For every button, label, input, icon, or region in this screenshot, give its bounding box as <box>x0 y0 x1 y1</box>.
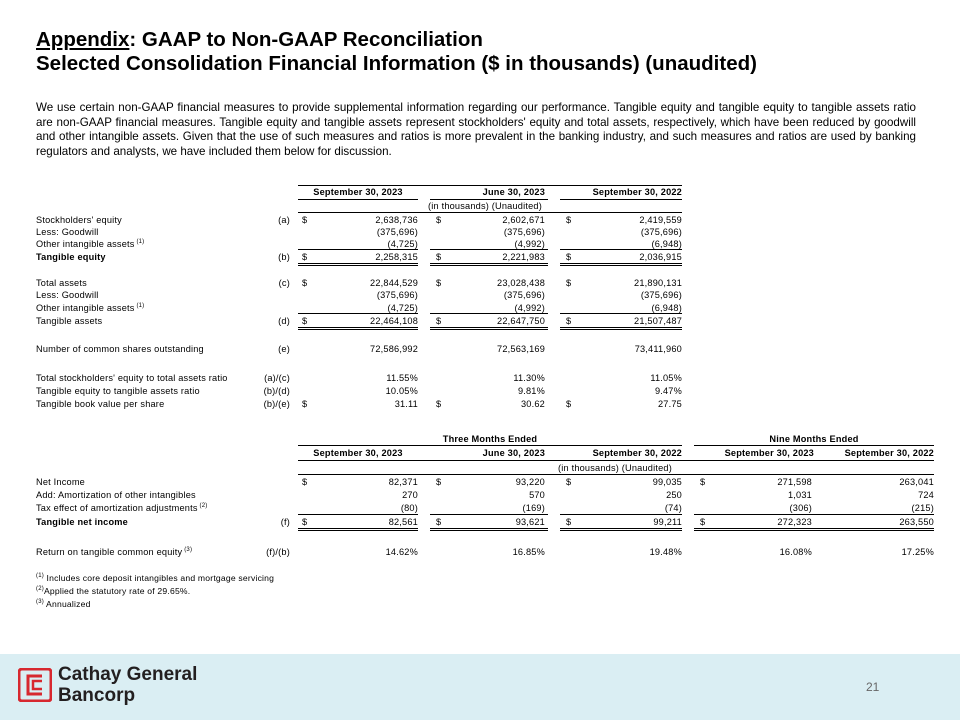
t1-cell: (375,696) <box>503 227 545 237</box>
t1-cell: 21,890,131 <box>634 278 682 288</box>
t2-group-three-months: Three Months Ended <box>442 434 538 444</box>
t2-cell: 82,561 <box>388 517 418 527</box>
t2-cell: (306) <box>789 503 812 513</box>
t1-dollar: $ <box>302 252 308 262</box>
t1-row-ref: (d) <box>278 316 290 326</box>
t1-cell: 27.75 <box>658 399 682 409</box>
t2-dollar: $ <box>302 517 308 527</box>
t2-group-nine-months: Nine Months Ended <box>769 434 859 444</box>
title-appendix: Appendix <box>36 28 130 51</box>
t1-row-label: Less: Goodwill <box>36 290 99 300</box>
t1-header-col3: September 30, 2022 <box>592 187 682 197</box>
t1-row-label: Tangible book value per share <box>36 399 165 409</box>
t1-cell: (6,948) <box>651 303 682 313</box>
t1-cell: (4,725) <box>387 239 418 249</box>
title-line2: Selected Consolidation Financial Information ($ in thousands) (unaudited) <box>36 52 757 75</box>
t2-cell: (169) <box>522 503 545 513</box>
t1-row-label: Stockholders' equity <box>36 215 122 225</box>
t1-cell: 2,419,559 <box>639 215 682 225</box>
t1-row-label: Total assets <box>36 278 87 288</box>
t1-dollar: $ <box>436 316 442 326</box>
t1-row-label: Number of common shares outstanding <box>36 344 204 354</box>
t1-header-col2: June 30, 2023 <box>482 187 545 197</box>
t2-dollar: $ <box>700 477 706 487</box>
t1-row-ref: (b)/(e) <box>263 399 290 409</box>
brand-name: Cathay General Bancorp <box>58 664 198 706</box>
t1-row-ref: (c) <box>278 278 290 288</box>
t2-cell: 99,211 <box>653 517 682 527</box>
t1-dollar: $ <box>566 278 572 288</box>
t1-dollar: $ <box>302 316 308 326</box>
t1-cell: 30.62 <box>521 399 545 409</box>
footnote-3: $^{(3)}$ Annualized <box>36 599 91 609</box>
t2-row-label: Tangible net income <box>36 517 128 527</box>
t1-cell: 2,258,315 <box>375 252 418 262</box>
t2-dollar: $ <box>700 517 706 527</box>
t2-header-col1: September 30, 2023 <box>313 448 403 458</box>
t1-cell: (6,948) <box>651 239 682 249</box>
page-number: 21 <box>866 680 880 694</box>
t1-row-ref: (b) <box>278 252 290 262</box>
title-line1: : GAAP to Non-GAAP Reconciliation <box>129 28 483 51</box>
t2-cell: 263,041 <box>899 477 934 487</box>
t2-cell: 14.62% <box>385 547 418 557</box>
t2-header-col2: June 30, 2023 <box>482 448 545 458</box>
t2-dollar: $ <box>302 477 308 487</box>
t1-cell: 9.81% <box>517 386 545 396</box>
t2-cell: (74) <box>664 503 682 513</box>
t1-row-ref: (a)/(c) <box>264 373 290 383</box>
t1-row-ref: (b)/(d) <box>263 386 290 396</box>
t1-dollar: $ <box>566 316 572 326</box>
t1-cell: 2,638,736 <box>375 215 418 225</box>
t1-dollar: $ <box>302 278 308 288</box>
t1-header-col1: September 30, 2023 <box>313 187 403 197</box>
t1-row-label: Less: Goodwill <box>36 227 99 237</box>
t1-subheader: (in thousands) (Unaudited) <box>428 201 542 211</box>
t1-dollar: $ <box>436 399 442 409</box>
t1-cell: 73,411,960 <box>634 344 682 354</box>
t1-row-label: Other intangible assets $^{(1)}$ <box>36 302 145 313</box>
t2-cell: 99,035 <box>652 477 682 487</box>
t1-dollar: $ <box>302 399 308 409</box>
t2-dollar: $ <box>566 477 572 487</box>
t2-dollar: $ <box>566 517 572 527</box>
t2-cell: 271,598 <box>777 477 812 487</box>
t2-cell: 93,220 <box>515 477 545 487</box>
t1-cell: 22,647,750 <box>497 316 545 326</box>
t2-row-label: Return on tangible common equity $^{(3)}$ <box>36 546 193 557</box>
t2-cell: 19.48% <box>649 547 682 557</box>
t2-cell: 1,031 <box>788 490 812 500</box>
t1-dollar: $ <box>566 399 572 409</box>
t1-cell: 22,464,108 <box>370 316 418 326</box>
t1-cell: (375,696) <box>376 290 418 300</box>
t1-cell: (4,992) <box>514 239 545 249</box>
t1-cell: 22,844,529 <box>370 278 418 288</box>
t2-cell: 263,550 <box>899 517 934 527</box>
t2-row-ref: (f)/(b) <box>266 547 290 557</box>
t1-cell: 72,586,992 <box>370 344 418 354</box>
t1-dollar: $ <box>436 252 442 262</box>
t1-cell: (375,696) <box>503 290 545 300</box>
t1-cell: (4,992) <box>514 303 545 313</box>
footnote-1: $^{(1)}$ Includes core deposit intangibles and mortgage servicing <box>36 573 275 583</box>
t2-cell: (215) <box>911 503 934 513</box>
t1-row-label: Tangible equity <box>36 252 106 262</box>
t2-cell: 270 <box>402 490 418 500</box>
t1-cell: 10.05% <box>385 386 418 396</box>
t2-row-label: Net Income <box>36 477 85 487</box>
t1-row-label: Tangible assets <box>36 316 103 326</box>
t1-cell: 9.47% <box>654 386 682 396</box>
t2-subheader: (in thousands) (Unaudited) <box>558 463 672 473</box>
t1-cell: (4,725) <box>387 303 418 313</box>
t1-cell: 2,221,983 <box>502 252 545 262</box>
t1-cell: 11.55% <box>386 373 418 383</box>
t1-cell: 72,563,169 <box>497 344 545 354</box>
t1-cell: 23,028,438 <box>497 278 545 288</box>
t1-cell: 11.05% <box>650 373 682 383</box>
t2-cell: 724 <box>918 490 934 500</box>
t1-cell: (375,696) <box>640 290 682 300</box>
t2-row-ref: (f) <box>280 517 290 527</box>
t2-cell: 570 <box>529 490 545 500</box>
t1-cell: 31.11 <box>394 399 418 409</box>
cathay-logo-icon <box>18 668 52 702</box>
t1-cell: 2,036,915 <box>639 252 682 262</box>
t1-dollar: $ <box>436 215 442 225</box>
t2-row-label: Tax effect of amortization adjustments $^{(2)}$ <box>36 502 208 513</box>
t2-header-col3: September 30, 2022 <box>592 448 682 458</box>
t1-dollar: $ <box>436 278 442 288</box>
t1-row-ref: (e) <box>278 344 290 354</box>
t2-cell: 16.08% <box>779 547 812 557</box>
t2-cell: 16.85% <box>512 547 545 557</box>
t1-dollar: $ <box>566 215 572 225</box>
t2-dollar: $ <box>436 517 442 527</box>
footnote-2: $^{(2)}$Applied the statutory rate of 29.65%. <box>36 586 191 596</box>
t2-cell: 82,371 <box>388 477 418 487</box>
t2-cell: (80) <box>400 503 418 513</box>
t2-cell: 250 <box>666 490 682 500</box>
t1-row-label: Tangible equity to tangible assets ratio <box>36 386 200 396</box>
t1-cell: (375,696) <box>376 227 418 237</box>
t2-cell: 93,621 <box>515 517 545 527</box>
t1-cell: 21,507,487 <box>634 316 682 326</box>
t1-row-ref: (a) <box>278 215 290 225</box>
t2-header-col4: September 30, 2023 <box>724 448 814 458</box>
t2-cell: 17.25% <box>901 547 934 557</box>
t2-cell: 272,323 <box>777 517 812 527</box>
t1-cell: (375,696) <box>640 227 682 237</box>
footnotes <box>36 572 436 622</box>
t1-cell: 11.30% <box>513 373 545 383</box>
t1-dollar: $ <box>566 252 572 262</box>
intro-paragraph: We use certain non-GAAP financial measures to provide supplemental information regarding our performance. Tangible equity and tangible equity to tangible assets ratio are non-GAAP financial measures. Tangible equity and tangible assets represent stockholders' equity and total assets, respectively, which have been reduced by goodwill and other intangible assets. Given that the use of such measures and ratios is more prevalent in the banking industry, and such measures and ratios are used by banking regulators and analysts, we have included them below for discussion. <box>36 101 916 158</box>
t1-row-label: Total stockholders' equity to total assets ratio <box>36 373 228 383</box>
t2-row-label: Add: Amortization of other intangibles <box>36 490 196 500</box>
t1-row-label: Other intangible assets $^{(1)}$ <box>36 238 145 249</box>
t2-dollar: $ <box>436 477 442 487</box>
t1-cell: 2,602,671 <box>502 215 545 225</box>
t1-dollar: $ <box>302 215 308 225</box>
t2-header-col5: September 30, 2022 <box>844 448 934 458</box>
